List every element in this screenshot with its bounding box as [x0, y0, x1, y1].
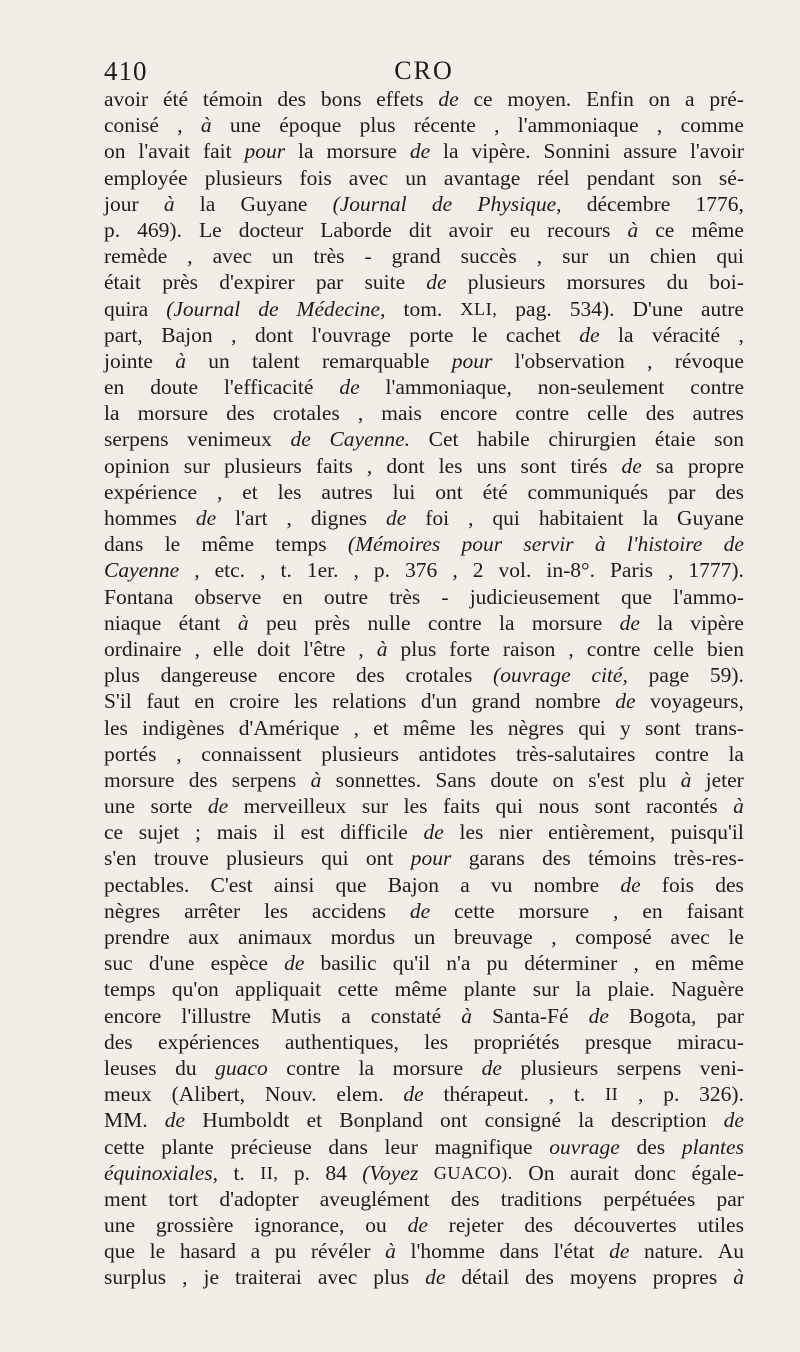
text-line: S'il faut en croire les relations d'un grand nombre de voyageurs,: [104, 689, 744, 714]
text-line: leuses du guaco contre la morsure de plusieurs serpens veni-: [104, 1055, 744, 1080]
text-line: employée plusieurs fois avec un avantage réel pendant son sé-: [104, 165, 744, 190]
text-line: les indigènes d'Amérique , et même les nègres qui y sont trans-: [104, 715, 744, 740]
text-line: jour à la Guyane (Journal de Physique, décembre 1776,: [104, 191, 744, 216]
text-line: Cayenne , etc. , t. 1er. , p. 376 , 2 vol. in-8°. Paris , 1777).: [104, 558, 744, 583]
text-line: suc d'une espèce de basilic qu'il n'a pu déterminer , en même: [104, 951, 744, 976]
text-line: serpens venimeux de Cayenne. Cet habile chirurgien étaie son: [104, 427, 744, 452]
text-line: nègres arrêter les accidens de cette morsure , en faisant: [104, 898, 744, 923]
page-number: 410: [104, 56, 148, 86]
text-line: hommes de l'art , dignes de foi , qui habitaient la Guyane: [104, 506, 744, 530]
text-line: surplus , je traiterai avec plus de détail des moyens propres à: [104, 1265, 744, 1290]
text-line: p. 469). Le docteur Laborde dit avoir eu recours à ce même: [104, 217, 744, 242]
text-line: équinoxiales, t. II, p. 84 (Voyez GUACO). On aurait donc égale-: [104, 1160, 744, 1185]
text-line: ment tort d'adopter aveuglément des traditions perpétuées par: [104, 1186, 744, 1211]
text-line: on l'avait fait pour la morsure de la vipère. Sonnini assure l'avoir: [104, 139, 744, 164]
text-line: était près d'expirer par suite de plusieurs morsures du boi-: [104, 270, 744, 295]
text-line: expérience , et les autres lui ont été communiqués par des: [104, 479, 744, 504]
text-line: remède , avec un très - grand succès , sur un chien qui: [104, 244, 744, 269]
text-line: cette plante précieuse dans leur magnifique ouvrage des plantes: [104, 1134, 744, 1159]
text-line: portés , connaissent plusieurs antidotes très-salutaires contre la: [104, 741, 744, 766]
text-line: ordinaire , elle doit l'être , à plus forte raison , contre celle bien: [104, 636, 744, 661]
text-line: opinion sur plusieurs faits , dont les uns sont tirés de sa propre: [104, 453, 744, 478]
text-line: ce sujet ; mais il est difficile de les nier entièrement, puisqu'il: [104, 820, 744, 845]
text-line: pectables. C'est ainsi que Bajon a vu nombre de fois des: [104, 872, 744, 897]
running-head: CRO: [394, 56, 454, 85]
text-line: temps qu'on appliquait cette même plante sur la plaie. Naguère: [104, 977, 744, 1002]
text-line: une grossière ignorance, ou de rejeter des découvertes utiles: [104, 1213, 744, 1238]
text-line: avoir été témoin des bons effets de ce moyen. Enfin on a pré-: [104, 87, 744, 111]
text-line: jointe à un talent remarquable pour l'observation , révoque: [104, 348, 744, 373]
text-line: des expériences authentiques, les propriétés presque miracu-: [104, 1029, 744, 1054]
text-line: MM. de Humboldt et Bonpland ont consigné la description de: [104, 1108, 744, 1133]
text-line: dans le même temps (Mémoires pour servir à l'histoire de: [104, 532, 744, 557]
body-text: [104, 86, 744, 1291]
text-line: en doute l'efficacité de l'ammoniaque, non-seulement contre: [104, 375, 744, 400]
text-line: s'en trouve plusieurs qui ont pour garans des témoins très-res-: [104, 846, 744, 871]
text-line: morsure des serpens à sonnettes. Sans doute on s'est plu à jeter: [104, 767, 744, 792]
text-line: quira (Journal de Médecine, tom. XLI, pag. 534). D'une autre: [104, 296, 744, 321]
text-line: plus dangereuse encore des crotales (ouvrage cité, page 59).: [104, 663, 744, 688]
text-line: la morsure des crotales , mais encore contre celle des autres: [104, 401, 744, 426]
text-line: encore l'illustre Mutis a constaté à Santa-Fé de Bogota, par: [104, 1003, 744, 1028]
text-line: prendre aux animaux mordus un breuvage , composé avec le: [104, 925, 744, 949]
text-line: Fontana observe en outre très - judicieusement que l'ammo-: [104, 584, 744, 609]
text-line: conisé , à une époque plus récente , l'ammoniaque , comme: [104, 113, 744, 138]
text-line: part, Bajon , dont l'ouvrage porte le cachet de la véracité ,: [104, 322, 744, 347]
text-line: meux (Alibert, Nouv. elem. de thérapeut. , t. II , p. 326).: [104, 1082, 744, 1107]
text-line: niaque étant à peu près nulle contre la morsure de la vipère: [104, 610, 744, 635]
text-line: une sorte de merveilleux sur les faits qui nous sont racontés à: [104, 794, 744, 819]
text-line: que le hasard a pu révéler à l'homme dans l'état de nature. Au: [104, 1239, 744, 1264]
